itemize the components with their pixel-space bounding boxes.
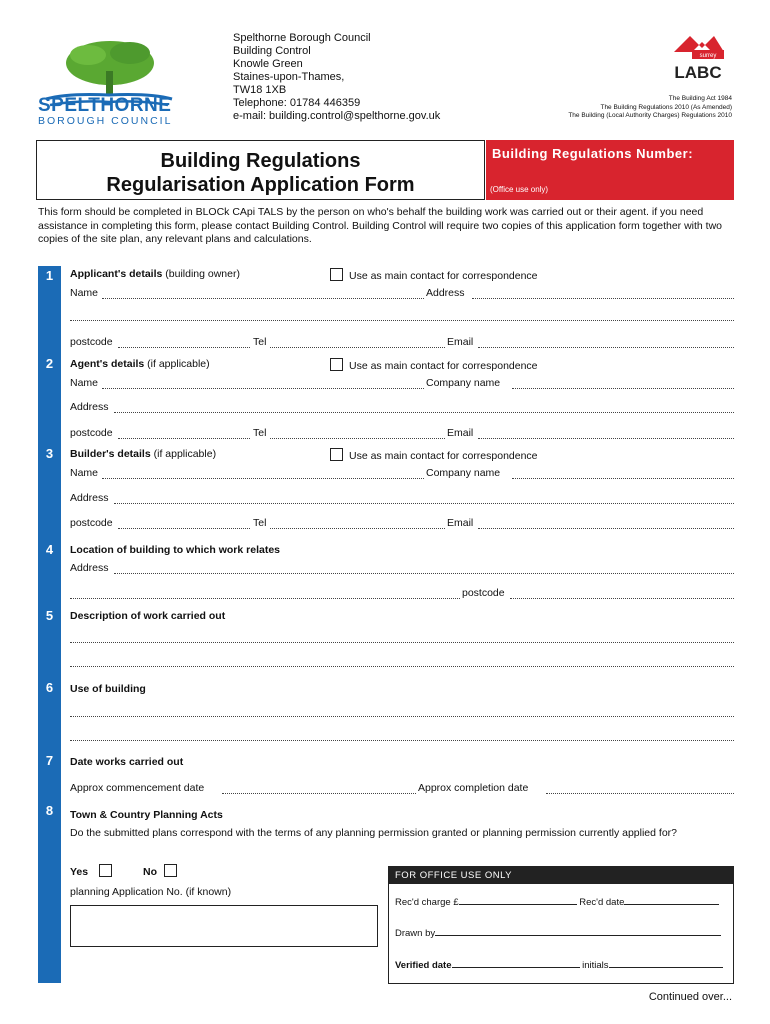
checkbox-icon (330, 448, 343, 461)
builder-heading: Builder's details (if applicable) (70, 448, 217, 460)
agent-company-field[interactable]: Company name (426, 377, 501, 389)
section-number-bar (38, 266, 61, 983)
location-address-line[interactable] (70, 597, 460, 599)
dates-heading: Date works carried out (70, 756, 184, 768)
section-number: 7 (38, 753, 61, 768)
section-number: 5 (38, 608, 61, 623)
applicant-heading: Applicant's details (building owner) (70, 268, 240, 280)
use-line[interactable] (70, 739, 734, 741)
section-number: 3 (38, 446, 61, 461)
acts-list: The Building Act 1984 The Building Regulations 2010 (As Amended) The Building (Local Authority Charges) Regulations 2010 (568, 95, 732, 119)
reg-number-label: Building Regulations Number: (492, 146, 694, 161)
drawn-by-field[interactable]: Drawn by (395, 928, 721, 939)
builder-name-field[interactable]: Name (70, 467, 99, 479)
continued-note: Continued over... (648, 991, 732, 1003)
checkbox-icon (330, 358, 343, 371)
reg-number-box (486, 140, 734, 200)
section-number: 4 (38, 542, 61, 557)
labc-text: LABC (674, 63, 722, 82)
builder-company-field[interactable]: Company name (426, 467, 501, 479)
planning-no-checkbox[interactable]: No (143, 864, 183, 878)
agent-main-contact-checkbox[interactable]: Use as main contact for correspondence (330, 358, 538, 372)
applicant-main-contact-checkbox[interactable]: Use as main contact for correspondence (330, 268, 538, 282)
builder-postcode-field[interactable]: postcode (70, 517, 113, 529)
planning-heading: Town & Country Planning Acts (70, 809, 223, 821)
builder-address-field[interactable]: Address (70, 492, 109, 504)
agent-address-field[interactable]: Address (70, 401, 109, 413)
applicant-postcode-field[interactable]: postcode (70, 336, 113, 348)
planning-app-no-input[interactable] (70, 905, 378, 947)
section-number: 6 (38, 680, 61, 695)
location-heading: Location of building to which work relates (70, 544, 281, 556)
applicant-tel-field[interactable]: Tel (253, 336, 267, 348)
applicant-address-line[interactable] (70, 319, 734, 321)
checkbox-icon (164, 864, 177, 877)
logo-name: SPELTHORNE (38, 95, 172, 116)
location-address-field[interactable]: Address (70, 562, 109, 574)
checkbox-icon (99, 864, 112, 877)
agent-postcode-field[interactable]: postcode (70, 427, 113, 439)
description-heading: Description of work carried out (70, 610, 226, 622)
recd-charge-field[interactable]: Rec'd charge £ Rec'd date (395, 897, 719, 908)
commencement-date-field[interactable]: Approx commencement date (70, 782, 205, 794)
completion-date-field[interactable]: Approx completion date (418, 782, 529, 794)
labc-logo (662, 32, 732, 82)
logo-subtitle: BOROUGH COUNCIL (38, 115, 173, 127)
planning-question: Do the submitted plans correspond with the terms of any planning permission granted or planning permission currently applied for? (70, 827, 677, 839)
council-address: Spelthorne Borough Council Building Control Knowle Green Staines-upon-Thames, TW18 1XB Telephone: 01784 446359 e-mail: building.control@spelthorne.gov.uk (233, 32, 441, 122)
agent-email-field[interactable]: Email (447, 427, 474, 439)
description-line[interactable] (70, 641, 734, 643)
form-title: Building Regulations Regularisation Application Form (106, 150, 415, 196)
labc-small: surrey (699, 53, 717, 59)
location-postcode-field[interactable]: postcode (462, 587, 505, 599)
use-heading: Use of building (70, 683, 146, 695)
builder-tel-field[interactable]: Tel (253, 517, 267, 529)
applicant-address-field[interactable]: Address (426, 287, 465, 299)
form-title-box (36, 140, 485, 200)
agent-tel-field[interactable]: Tel (253, 427, 267, 439)
agent-heading: Agent's details (if applicable) (70, 358, 210, 370)
section-number: 8 (38, 803, 61, 818)
agent-name-field[interactable]: Name (70, 377, 99, 389)
section-number: 1 (38, 268, 61, 283)
email-link[interactable]: e-mail: building.control@spelthorne.gov.uk (233, 110, 441, 122)
builder-email-field[interactable]: Email (447, 517, 474, 529)
planning-yes-checkbox[interactable]: Yes (70, 864, 118, 878)
section-number: 2 (38, 356, 61, 371)
applicant-email-field[interactable]: Email (447, 336, 474, 348)
planning-app-no-label: planning Application No. (if known) (70, 886, 232, 898)
office-use-note: (Office use only) (490, 185, 549, 194)
description-line[interactable] (70, 665, 734, 667)
office-use-header: FOR OFFICE USE ONLY (389, 867, 733, 884)
applicant-name-field[interactable]: Name (70, 287, 99, 299)
builder-main-contact-checkbox[interactable]: Use as main contact for correspondence (330, 448, 538, 462)
use-line[interactable] (70, 715, 734, 717)
intro-text: This form should be completed in BLOCk CApi TALS by the person on who's behalf the building work was carried out or their agent. if you need assistance in completing this form, please contact Building Control. Building Control will require two copies of this application form together with two copies of the site plan, any relevant plans and calculations. (38, 206, 723, 245)
verified-date-field[interactable]: Verified date initials (395, 960, 723, 971)
office-use-box (388, 866, 734, 984)
checkbox-icon (330, 268, 343, 281)
